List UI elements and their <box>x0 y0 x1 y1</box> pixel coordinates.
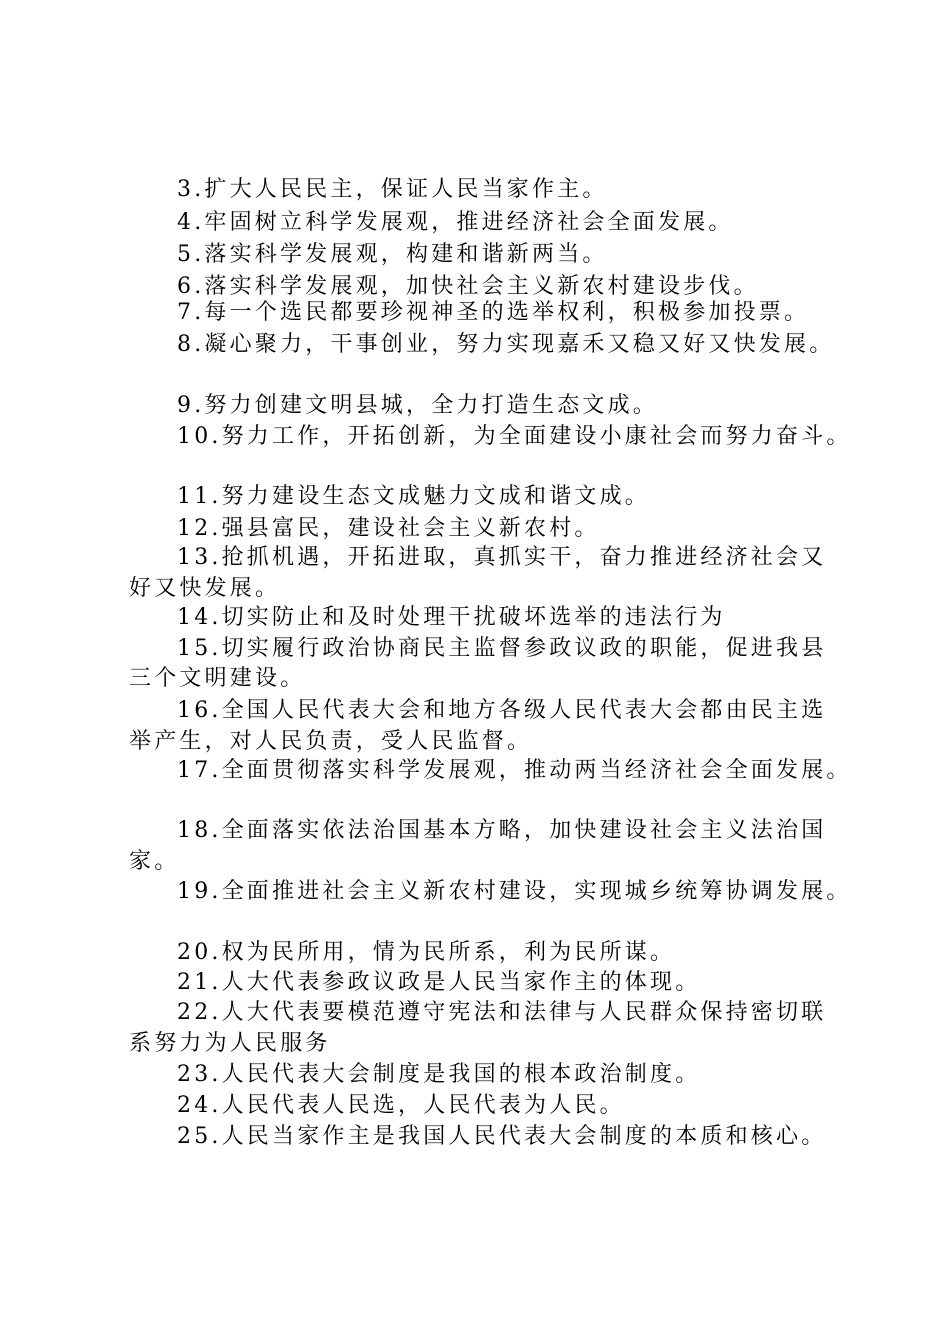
slogan-6: 6.落实科学发展观，加快社会主义新农村建设步伐。 <box>177 274 759 299</box>
slogan-7: 7.每一个选民都要珍视神圣的选举权利，积极参加投票。 <box>177 300 810 325</box>
slogan-9: 9.努力创建文明县城，全力打造生态文成。 <box>177 393 658 418</box>
slogan-3: 3.扩大人民民主，保证人民当家作主。 <box>177 177 608 202</box>
slogan-24: 24.人民代表人民选，人民代表为人民。 <box>177 1093 625 1118</box>
slogan-23: 23.人民代表大会制度是我国的根本政治制度。 <box>177 1062 701 1087</box>
slogan-16-line-2: 举产生，对人民负责，受人民监督。 <box>129 729 533 754</box>
slogan-13-line-2: 好又快发展。 <box>129 576 281 601</box>
slogan-12: 12.强县富民，建设社会主义新农村。 <box>177 516 600 541</box>
slogan-22-line-1: 22.人大代表要模范遵守宪法和法律与人民群众保持密切联 <box>177 1000 827 1025</box>
slogan-25: 25.人民当家作主是我国人民代表大会制度的本质和核心。 <box>177 1124 827 1149</box>
slogan-5: 5.落实科学发展观，构建和谐新两当。 <box>177 242 608 267</box>
slogan-19: 19.全面推进社会主义新农村建设，实现城乡统筹协调发展。 <box>177 879 852 904</box>
slogan-21: 21.人大代表参政议政是人民当家作主的体现。 <box>177 970 701 995</box>
slogan-15-line-2: 三个文明建设。 <box>129 666 306 691</box>
slogan-8: 8.凝心聚力，干事创业，努力实现嘉禾又稳又好又快发展。 <box>177 332 835 357</box>
slogan-20: 20.权为民所用，情为民所系，利为民所谋。 <box>177 940 676 965</box>
slogan-18-line-2: 家。 <box>129 849 180 874</box>
slogan-13-line-1: 13.抢抓机遇，开拓进取，真抓实干，奋力推进经济社会又 <box>177 545 827 570</box>
slogan-14: 14.切实防止和及时处理干扰破坏选举的违法行为 <box>177 605 726 630</box>
slogan-16-line-1: 16.全国人民代表大会和地方各级人民代表大会都由民主选 <box>177 698 827 723</box>
slogan-11: 11.努力建设生态文成魅力文成和谐文成。 <box>177 484 650 509</box>
slogan-15-line-1: 15.切实履行政治协商民主监督参政议政的职能，促进我县 <box>177 636 827 661</box>
slogan-4: 4.牢固树立科学发展观，推进经济社会全面发展。 <box>177 210 734 235</box>
slogan-17: 17.全面贯彻落实科学发展观，推动两当经济社会全面发展。 <box>177 758 852 783</box>
slogan-18-line-1: 18.全面落实依法治国基本方略，加快建设社会主义法治国 <box>177 818 827 843</box>
slogan-10: 10.努力工作，开拓创新，为全面建设小康社会而努力奋斗。 <box>177 424 852 449</box>
slogan-22-line-2: 系努力为人民服务 <box>129 1031 331 1056</box>
